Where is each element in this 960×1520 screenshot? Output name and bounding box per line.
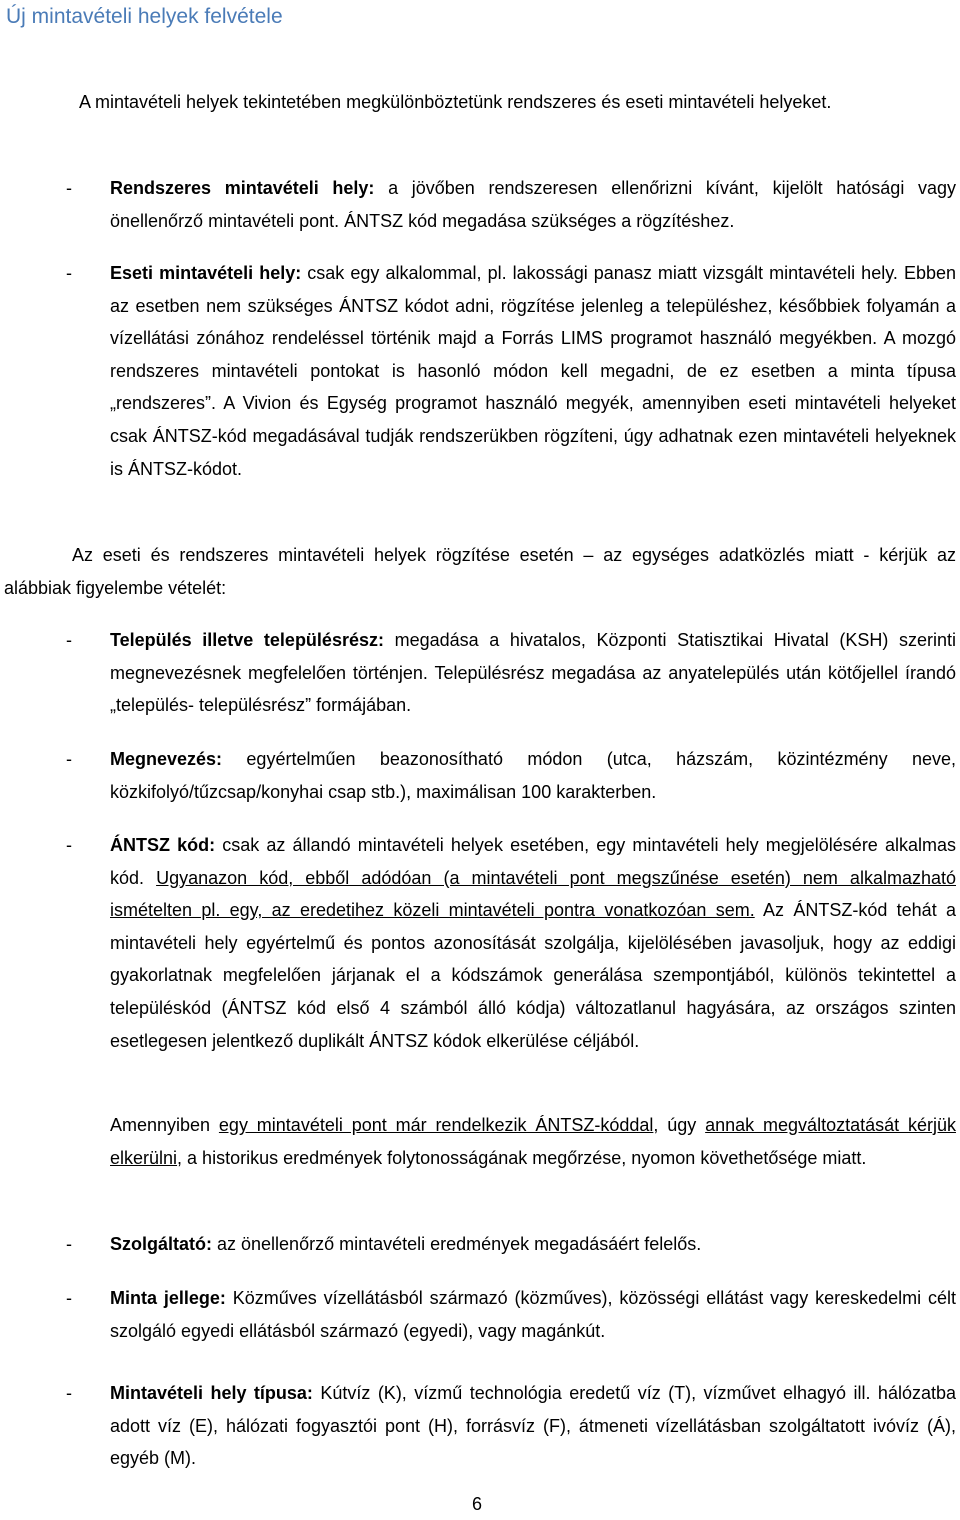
term-label: Rendszeres mintavételi hely:	[110, 178, 375, 198]
bullet-dash: -	[66, 263, 72, 283]
bullet-dash: -	[66, 178, 72, 198]
list-item-szolgaltato	[110, 1228, 956, 1261]
list-item-rendszeres	[110, 172, 956, 237]
term-label: Mintavételi hely típusa:	[110, 1383, 313, 1403]
note-text: Amennyiben	[110, 1115, 219, 1135]
term-label: Minta jellege:	[110, 1288, 226, 1308]
page-number: 6	[472, 1494, 483, 1514]
bullet-dash: -	[66, 835, 72, 855]
term-text: egyértelműen beazonosítható módon (utca, házszám, közintézmény neve, közkifolyó/tűzcsap/konyhai csap stb.), maximálisan 100 karakterben.	[110, 749, 956, 802]
list-item-megnevezes	[110, 743, 956, 808]
underlined-text: Ugyanazon kód, ebből adódóan (a mintavételi pont megszűnése esetén) nem alkalmazható ismételten pl. egy, az eredetihez közeli mintavételi pontra vonatkozóan sem.	[110, 867, 956, 921]
term-label: Szolgáltató:	[110, 1234, 212, 1254]
list-item-hely-tipusa	[110, 1377, 956, 1475]
term-text: Az ÁNTSZ-kód tehát a mintavételi hely egyértelmű és pontos azonosítását szolgálja, kijelölésében javasoljuk, hogy az eddigi gyakorlatnak megfelelően járjanak el a kódszámok generálása szempontjából, különös tekintettel a településkód (ÁNTSZ kód első 4 számból álló kódja) változatlanul hagyására, az országos szinten esetlegesen jelentkező duplikált ÁNTSZ kódok elkerülése céljából.	[110, 900, 957, 1051]
term-text: Közműves vízellátásból származó (közműves), közösségi ellátást vagy kereskedelmi célt szolgáló egyedi ellátásból származó (egyedi), vagy magánkút.	[110, 1288, 956, 1341]
bullet-dash: -	[66, 1383, 72, 1403]
list-item-eseti	[110, 257, 956, 485]
term-text: csak az állandó mintavételi helyek esetében, egy mintavételi hely megjelölésére alkalmas kód.	[110, 835, 956, 888]
page-title: Új mintavételi helyek felvétele	[6, 5, 283, 28]
list-item-minta-jellege	[110, 1282, 956, 1347]
bullet-dash: -	[66, 1288, 72, 1308]
underlined-text: annak megváltoztatását kérjük elkerülni	[110, 1115, 956, 1168]
list-item-antsz-kod	[110, 829, 956, 1057]
term-text: Kútvíz (K), vízmű technológia eredetű víz (T), vízművet elhagyó ill. hálózatba adott víz (E), hálózati fogyasztói pont (H), forrásvíz (F), átmeneti vízellátásban szolgáltatott ivóvíz (Á), egyéb (M).	[110, 1383, 956, 1469]
term-text: az önellenőrző mintavételi eredmények megadásáért felelős.	[212, 1234, 702, 1254]
note-text: , a historikus eredmények folytonosságának megőrzése, nyomon követhetősége miatt.	[177, 1147, 867, 1168]
term-text: a jövőben rendszeresen ellenőrizni kívánt, kijelölt hatósági vagy önellenőrző mintavételi pont. ÁNTSZ kód megadása szükséges a rögzítéshez.	[110, 178, 956, 231]
term-label: ÁNTSZ kód:	[110, 835, 216, 855]
bullet-dash: -	[66, 749, 72, 769]
term-label: Eseti mintavételi hely:	[110, 263, 302, 283]
bullet-dash: -	[66, 630, 72, 650]
term-text: megadása a hivatalos, Központi Statisztikai Hivatal (KSH) szerinti megnevezésnek megfelelően történjen. Településrész megadása az anyatelepülés után kötőjellel írandó „település- településrész” formájában.	[110, 630, 957, 716]
list-item-telepules	[110, 624, 956, 722]
intro-paragraph: A mintavételi helyek tekintetében megkülönböztetünk rendszeres és eseti mintavételi helyeket.	[79, 92, 832, 112]
term-text: csak egy alkalommal, pl. lakossági panasz miatt vizsgált mintavételi hely. Ebben az esetben nem szükséges ÁNTSZ kódot adni, rögzítése jelenleg a településhez, későbbiek folyamán a vízellátási zónához rendeléssel történik majd a Forrás LIMS programot használó megyékben. A mozgó rendszeres mintavételi pontokat is hasonló módon kell megadni, de ez esetben a minta típusa „rendszeres”. A Vivion és Egység programot használó megyék, amennyiben eseti mintavételi helyeket csak ÁNTSZ-kód megadásával tudják rendszerükben rögzíteni, úgy adhatnak ezen mintavételi helyeknek is ÁNTSZ-kódot.	[110, 263, 956, 479]
underlined-text: egy mintavételi pont már rendelkezik ÁNTSZ-kóddal	[218, 1115, 654, 1135]
term-label: Település illetve településrész:	[110, 630, 384, 650]
note-text: , úgy	[653, 1115, 706, 1135]
term-label: Megnevezés:	[110, 749, 223, 769]
bullet-dash: -	[66, 1234, 72, 1254]
paragraph-kerjuk: Az eseti és rendszeres mintavételi helyek rögzítése esetén – az egységes adatközlés miatt - kérjük az alábbiak figyelembe vételét:	[4, 545, 956, 598]
note-paragraph	[110, 1109, 956, 1174]
